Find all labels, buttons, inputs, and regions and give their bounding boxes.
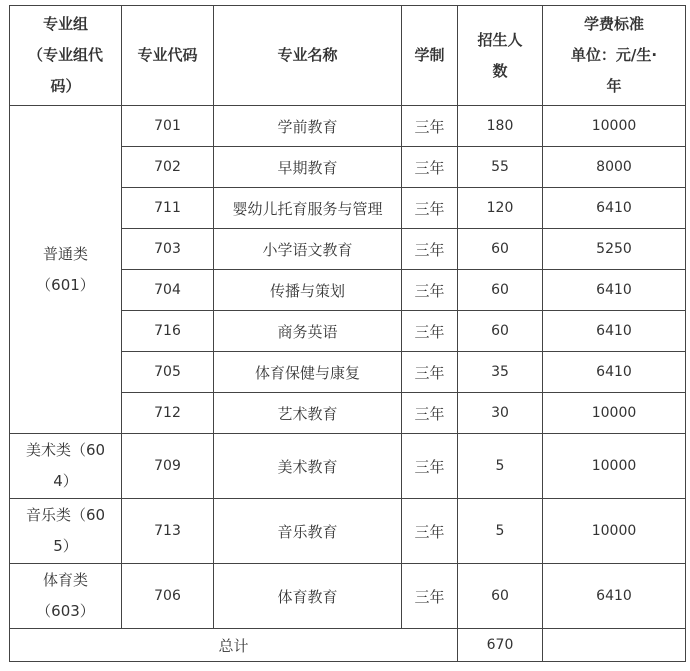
name-cell: 体育保健与康复 [214,352,402,393]
group-name: 美术类（60 [25,441,106,459]
code-cell: 705 [122,352,214,393]
code-cell: 703 [122,229,214,270]
enroll-cell: 55 [458,147,543,188]
header-enroll-line: 数 [492,61,508,80]
group-name: 普通类 [42,244,88,263]
header-name: 专业名称 [214,6,402,106]
group-cell [10,434,122,499]
header-row [10,6,686,106]
name-cell: 音乐教育 [214,499,402,564]
header-group-line: 码） [50,77,81,95]
fee-cell: 5250 [543,229,686,270]
fee-cell: 10000 [543,106,686,147]
fee-cell: 6410 [543,311,686,352]
name-cell: 小学语文教育 [214,229,402,270]
total-row [10,629,686,662]
total-label: 总计 [10,629,458,662]
group-cell [10,499,122,564]
fee-cell: 10000 [543,434,686,499]
fee-cell: 6410 [543,188,686,229]
code-cell: 712 [122,393,214,434]
group-code: （601） [36,275,95,294]
header-enroll [458,6,543,106]
table-row [10,434,686,499]
code-cell: 711 [122,188,214,229]
enroll-cell: 35 [458,352,543,393]
duration-cell: 三年 [402,188,458,229]
group-cell [10,106,122,434]
total-empty-cell [543,629,686,662]
header-fee [543,6,686,106]
duration-cell: 三年 [402,393,458,434]
code-cell: 706 [122,564,214,629]
header-group [10,6,122,106]
code-cell: 713 [122,499,214,564]
table-row [10,564,686,629]
enroll-cell: 30 [458,393,543,434]
duration-cell: 三年 [402,564,458,629]
name-cell: 传播与策划 [214,270,402,311]
fee-cell: 10000 [543,393,686,434]
table-row [10,106,686,147]
fee-cell: 8000 [543,147,686,188]
group-cell [10,564,122,629]
code-cell: 704 [122,270,214,311]
group-code: （603） [36,602,95,620]
code-cell: 702 [122,147,214,188]
enroll-cell: 120 [458,188,543,229]
name-cell: 早期教育 [214,147,402,188]
name-cell: 学前教育 [214,106,402,147]
name-cell: 婴幼儿托育服务与管理 [214,188,402,229]
code-cell: 709 [122,434,214,499]
duration-cell: 三年 [402,434,458,499]
header-fee-line: 年 [606,77,622,95]
header-code: 专业代码 [122,6,214,106]
group-name: 体育类 [42,571,88,589]
header-fee-line: 单位：元/生· [570,46,658,64]
fee-cell: 6410 [543,270,686,311]
duration-cell: 三年 [402,229,458,270]
total-value: 670 [458,629,543,662]
group-code: 5） [53,537,78,555]
code-cell: 701 [122,106,214,147]
duration-cell: 三年 [402,270,458,311]
fee-cell: 6410 [543,564,686,629]
name-cell: 艺术教育 [214,393,402,434]
name-cell: 商务英语 [214,311,402,352]
enroll-cell: 60 [458,564,543,629]
duration-cell: 三年 [402,106,458,147]
enroll-cell: 180 [458,106,543,147]
enroll-cell: 60 [458,229,543,270]
enroll-cell: 60 [458,270,543,311]
table-row [10,499,686,564]
fee-cell: 10000 [543,499,686,564]
duration-cell: 三年 [402,352,458,393]
header-group-line: （专业组代 [27,46,103,64]
group-code: 4） [53,472,78,490]
enroll-cell: 5 [458,434,543,499]
duration-cell: 三年 [402,147,458,188]
header-enroll-line: 招生人 [477,30,523,49]
header-duration: 学制 [402,6,458,106]
code-cell: 716 [122,311,214,352]
enroll-cell: 5 [458,499,543,564]
group-name: 音乐类（60 [25,506,106,524]
header-fee-line: 学费标准 [583,15,644,33]
header-group-line: 专业组 [42,15,88,33]
name-cell: 美术教育 [214,434,402,499]
duration-cell: 三年 [402,499,458,564]
duration-cell: 三年 [402,311,458,352]
enroll-cell: 60 [458,311,543,352]
enrollment-table [9,5,686,662]
fee-cell: 6410 [543,352,686,393]
name-cell: 体育教育 [214,564,402,629]
